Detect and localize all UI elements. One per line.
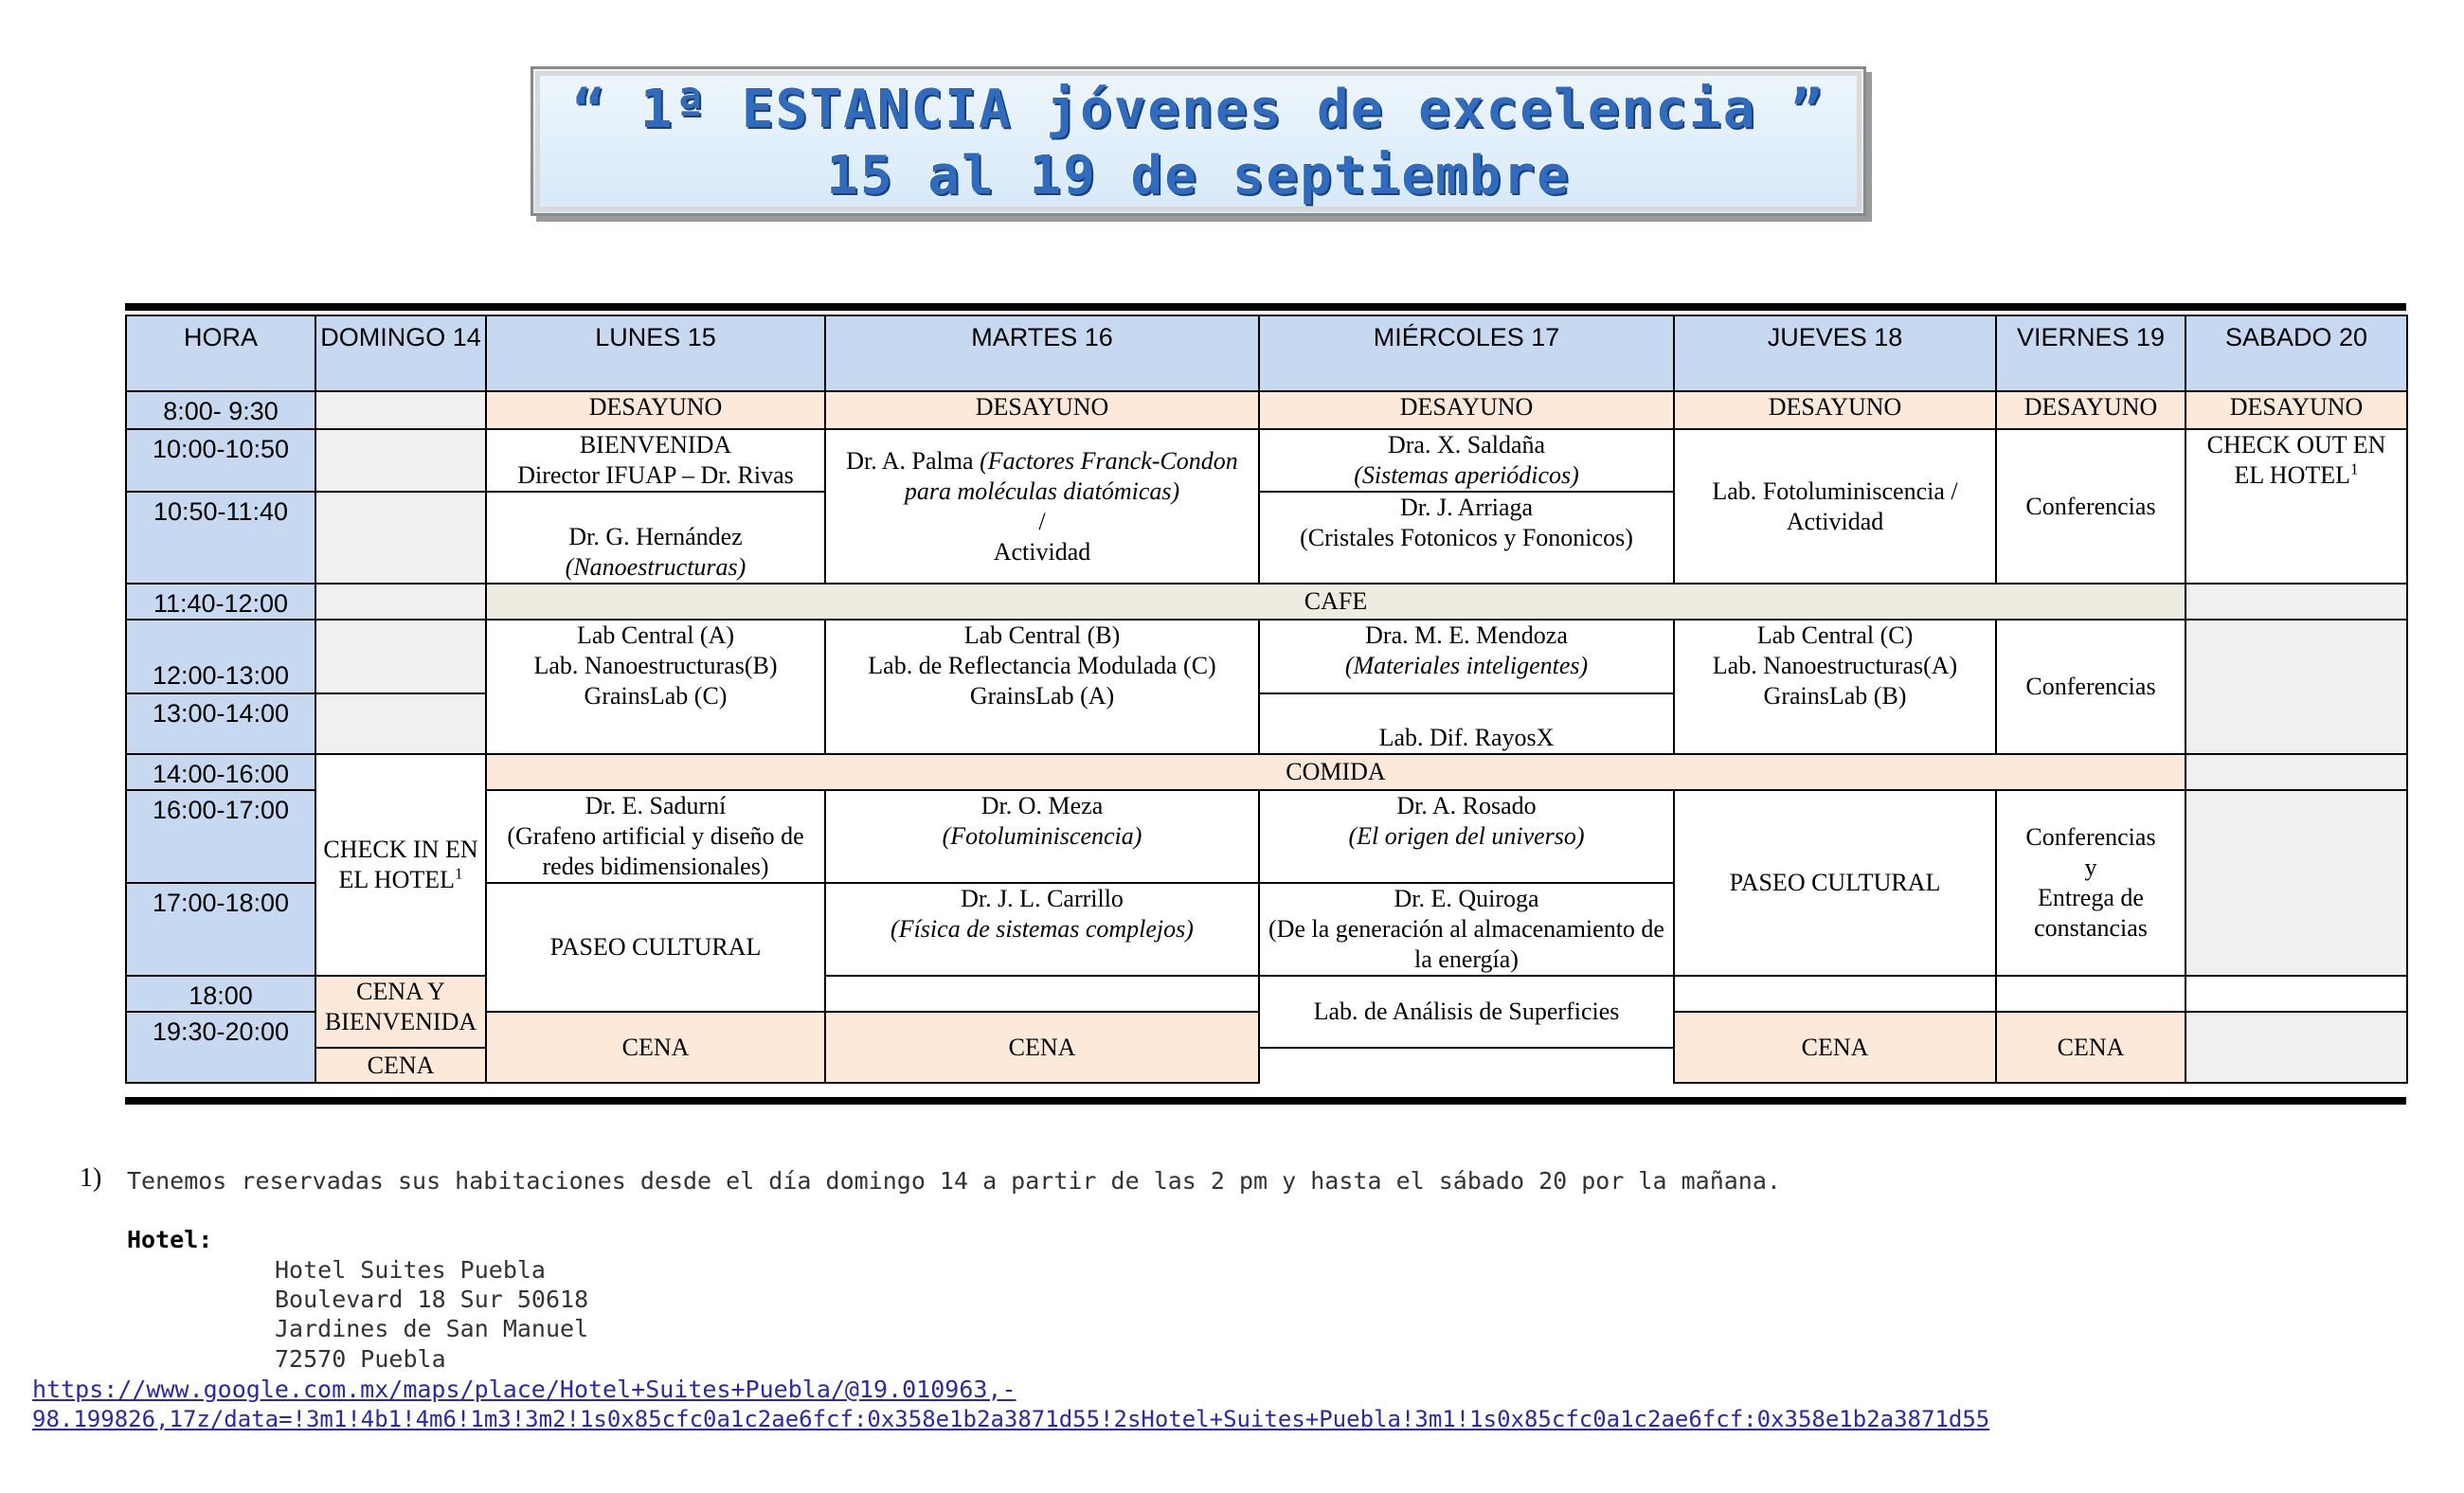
schedule-table xyxy=(125,303,2406,1105)
meza-topic: (Fotoluminiscencia) xyxy=(942,822,1142,850)
empty-cell xyxy=(1996,976,2185,1012)
dinner-cell: CENA xyxy=(825,1012,1259,1083)
hour-cell: 8:00- 9:30 xyxy=(126,391,315,429)
empty-cell xyxy=(2185,754,2407,790)
empty-cell xyxy=(315,429,486,492)
header-sabado: SABADO 20 xyxy=(2185,315,2407,391)
hour-cell: 17:00-18:00 xyxy=(126,883,315,976)
title-line-2: 15 al 19 de septiembre xyxy=(826,145,1571,207)
welcome-cell xyxy=(486,429,825,492)
empty-cell xyxy=(315,584,486,620)
lunes-lab-1: Lab Central (A) xyxy=(576,621,735,649)
header-martes: MARTES 16 xyxy=(825,315,1259,391)
hotel-address-4: 72570 Puebla xyxy=(275,1345,446,1373)
schedule-grid xyxy=(125,315,2408,1084)
header-jueves: JUEVES 18 xyxy=(1674,315,1996,391)
dinner-cell: CENA xyxy=(486,1012,825,1083)
empty-cell xyxy=(2185,976,2407,1012)
title-line-1: “ 1ª ESTANCIA jóvenes de excelencia ” xyxy=(572,79,1825,140)
carrillo-talk-cell xyxy=(825,883,1259,976)
footnote-number: 1) xyxy=(80,1163,102,1193)
welcome-title: BIENVENIDA xyxy=(579,431,732,459)
quiroga-topic: (De la generación al almacenamiento de la energía) xyxy=(1268,915,1664,973)
meza-speaker: Dr. O. Meza xyxy=(980,792,1104,819)
conferences-cell: Conferencias xyxy=(1996,429,2185,584)
empty-cell xyxy=(315,492,486,584)
empty-cell xyxy=(315,693,486,754)
hour-cell: 10:00-10:50 xyxy=(126,429,315,492)
palma-speaker: Dr. A. Palma xyxy=(846,446,980,475)
palma-talk-cell xyxy=(825,429,1259,584)
hotel-address-1: Hotel Suites Puebla xyxy=(275,1256,546,1284)
map-link-line-2[interactable]: 98.199826,17z/data=!3m1!4b1!4m6!1m3!3m2!1s0x85cfc0a1c2ae6fcf:0x358e1b2a3871d55!2sHotel+Suites+Puebla!3m1!1s0x85cfc0a1c2ae6fcf:0x358e1b2a3871d55 xyxy=(32,1406,1990,1432)
fotoluminiscencia-lab-cell: Lab. Fotoluminiscencia / Actividad xyxy=(1674,429,1996,584)
jueves-cultural-walk-cell: PASEO CULTURAL xyxy=(1674,790,1996,976)
lunes-cultural-walk-cell: PASEO CULTURAL xyxy=(486,883,825,1012)
checkin-cell xyxy=(315,754,486,976)
empty-cell xyxy=(2185,790,2407,976)
hour-cell: 13:00-14:00 xyxy=(126,693,315,754)
hotel-address-2: Boulevard 18 Sur 50618 xyxy=(275,1286,589,1313)
superficies-lab-cell: Lab. de Análisis de Superficies xyxy=(1259,976,1674,1048)
breakfast-cell: DESAYUNO xyxy=(1259,391,1674,429)
header-hora: HORA xyxy=(126,315,315,391)
empty-cell xyxy=(2185,620,2407,754)
rosado-speaker: Dr. A. Rosado xyxy=(1396,792,1537,819)
martes-lab-3: GrainsLab (A) xyxy=(969,682,1115,710)
header-lunes: LUNES 15 xyxy=(486,315,825,391)
palma-talk xyxy=(830,446,1254,507)
dinner-cell: CENA xyxy=(1674,1012,1996,1083)
empty-cell xyxy=(1674,976,1996,1012)
header-domingo: DOMINGO 14 xyxy=(315,315,486,391)
header-row xyxy=(126,315,2407,391)
mendoza-topic: (Materiales inteligentes) xyxy=(1344,652,1589,679)
hour-cell: 16:00-17:00 xyxy=(126,790,315,883)
jueves-lab-1: Lab Central (C) xyxy=(1756,621,1914,649)
rayosx-lab-cell: Lab. Dif. RayosX xyxy=(1259,693,1674,754)
sadurni-speaker: Dr. E. Sadurní xyxy=(585,792,727,819)
breakfast-cell: DESAYUNO xyxy=(486,391,825,429)
table-row xyxy=(126,754,2407,790)
arriaga-topic: (Cristales Fotonicos y Fononicos) xyxy=(1300,524,1633,551)
lunes-labs-cell xyxy=(486,620,825,754)
hour-cell: 11:40-12:00 xyxy=(126,584,315,620)
welcome-director: Director IFUAP – Dr. Rivas xyxy=(517,461,794,489)
hotel-label: Hotel: xyxy=(127,1226,213,1253)
arriaga-talk-cell xyxy=(1259,492,1674,584)
title-banner xyxy=(531,66,1866,216)
mendoza-talk-cell xyxy=(1259,620,1674,693)
checkin-footnote-mark: 1 xyxy=(455,864,463,883)
table-bottom-rule xyxy=(125,1097,2406,1105)
header-miercoles: MIÉRCOLES 17 xyxy=(1259,315,1674,391)
rosado-talk-cell xyxy=(1259,790,1674,883)
checkout-cell xyxy=(2185,429,2407,584)
closing-conferences: Conferencias xyxy=(2025,823,2156,851)
empty-cell xyxy=(825,976,1259,1012)
hernandez-talk-cell xyxy=(486,492,825,584)
carrillo-topic: (Física de sistemas complejos) xyxy=(890,915,1194,943)
coffee-break-cell: CAFE xyxy=(486,584,2185,620)
closing-conferences-cell xyxy=(1996,790,2185,976)
checkin-text: CHECK IN EN EL HOTEL xyxy=(323,836,478,893)
arriaga-speaker: Dr. J. Arriaga xyxy=(1399,494,1534,521)
rosado-topic: (El origen del universo) xyxy=(1348,822,1585,850)
jueves-labs-cell xyxy=(1674,620,1996,754)
table-row xyxy=(126,620,2407,693)
hour-cell: 10:50-11:40 xyxy=(126,492,315,584)
conferences-cell: Conferencias xyxy=(1996,620,2185,754)
dinner-cell: CENA xyxy=(1996,1012,2185,1083)
dinner-welcome-cell: CENA Y BIENVENIDA xyxy=(315,976,486,1048)
martes-lab-1: Lab Central (B) xyxy=(963,621,1121,649)
lunch-cell: COMIDA xyxy=(486,754,2185,790)
checkout-footnote-mark: 1 xyxy=(2350,459,2359,478)
jueves-lab-2: Lab. Nanoestructuras(A) xyxy=(1712,652,1958,679)
map-link-line-1[interactable]: https://www.google.com.mx/maps/place/Hotel+Suites+Puebla/@19.010963,- xyxy=(32,1376,1016,1403)
hour-cell: 12:00-13:00 xyxy=(126,620,315,693)
jueves-lab-3: GrainsLab (B) xyxy=(1763,682,1907,710)
table-row xyxy=(126,976,2407,1012)
meza-talk-cell xyxy=(825,790,1259,883)
palma-activity: Actividad xyxy=(993,537,1091,566)
hour-cell: 18:00 xyxy=(126,976,315,1012)
quiroga-speaker: Dr. E. Quiroga xyxy=(1394,885,1539,912)
palma-topic: (Factores Franck-Condon para moléculas diatómicas) xyxy=(904,446,1238,505)
empty-cell xyxy=(315,391,486,429)
palma-slash: / xyxy=(1038,507,1046,535)
saldana-talk-cell xyxy=(1259,429,1674,492)
breakfast-cell: DESAYUNO xyxy=(1674,391,1996,429)
hernandez-speaker: Dr. G. Hernández xyxy=(568,523,743,550)
sadurni-topic: (Grafeno artificial y diseño de redes bidimensionales) xyxy=(507,822,804,880)
header-viernes: VIERNES 19 xyxy=(1996,315,2185,391)
carrillo-speaker: Dr. J. L. Carrillo xyxy=(961,885,1124,912)
hour-cell: 14:00-16:00 xyxy=(126,754,315,790)
closing-and: y xyxy=(2084,854,2097,881)
hour-cell: 19:30-20:00 xyxy=(126,1012,315,1083)
martes-labs-cell xyxy=(825,620,1259,754)
table-top-rule xyxy=(125,303,2406,311)
checkout-text: CHECK OUT EN EL HOTEL xyxy=(2206,431,2386,489)
breakfast-cell: DESAYUNO xyxy=(2185,391,2407,429)
table-row xyxy=(126,429,2407,492)
table-row xyxy=(126,391,2407,429)
empty-cell xyxy=(2185,1012,2407,1083)
hotel-address-3: Jardines de San Manuel xyxy=(275,1315,589,1342)
saldana-topic: (Sistemas aperiódicos) xyxy=(1354,461,1579,489)
quiroga-talk-cell xyxy=(1259,883,1674,976)
breakfast-cell: DESAYUNO xyxy=(1996,391,2185,429)
dinner-cell: CENA xyxy=(315,1048,486,1083)
sadurni-talk-cell xyxy=(486,790,825,883)
closing-certificates: Entrega de constancias xyxy=(2034,884,2148,942)
martes-lab-2: Lab. de Reflectancia Modulada (C) xyxy=(868,652,1216,679)
empty-cell xyxy=(315,620,486,693)
breakfast-cell: DESAYUNO xyxy=(825,391,1259,429)
lunes-lab-2: Lab. Nanoestructuras(B) xyxy=(533,652,778,679)
table-row xyxy=(126,584,2407,620)
hernandez-topic: (Nanoestructuras) xyxy=(565,553,746,581)
lunes-lab-3: GrainsLab (C) xyxy=(584,682,728,710)
empty-cell xyxy=(2185,584,2407,620)
saldana-speaker: Dra. X. Saldaña xyxy=(1387,431,1546,459)
mendoza-speaker: Dra. M. E. Mendoza xyxy=(1365,621,1568,649)
footnote-text: Tenemos reservadas sus habitaciones desde el día domingo 14 a partir de las 2 pm y hasta el sábado 20 por la mañana. xyxy=(127,1167,1781,1195)
